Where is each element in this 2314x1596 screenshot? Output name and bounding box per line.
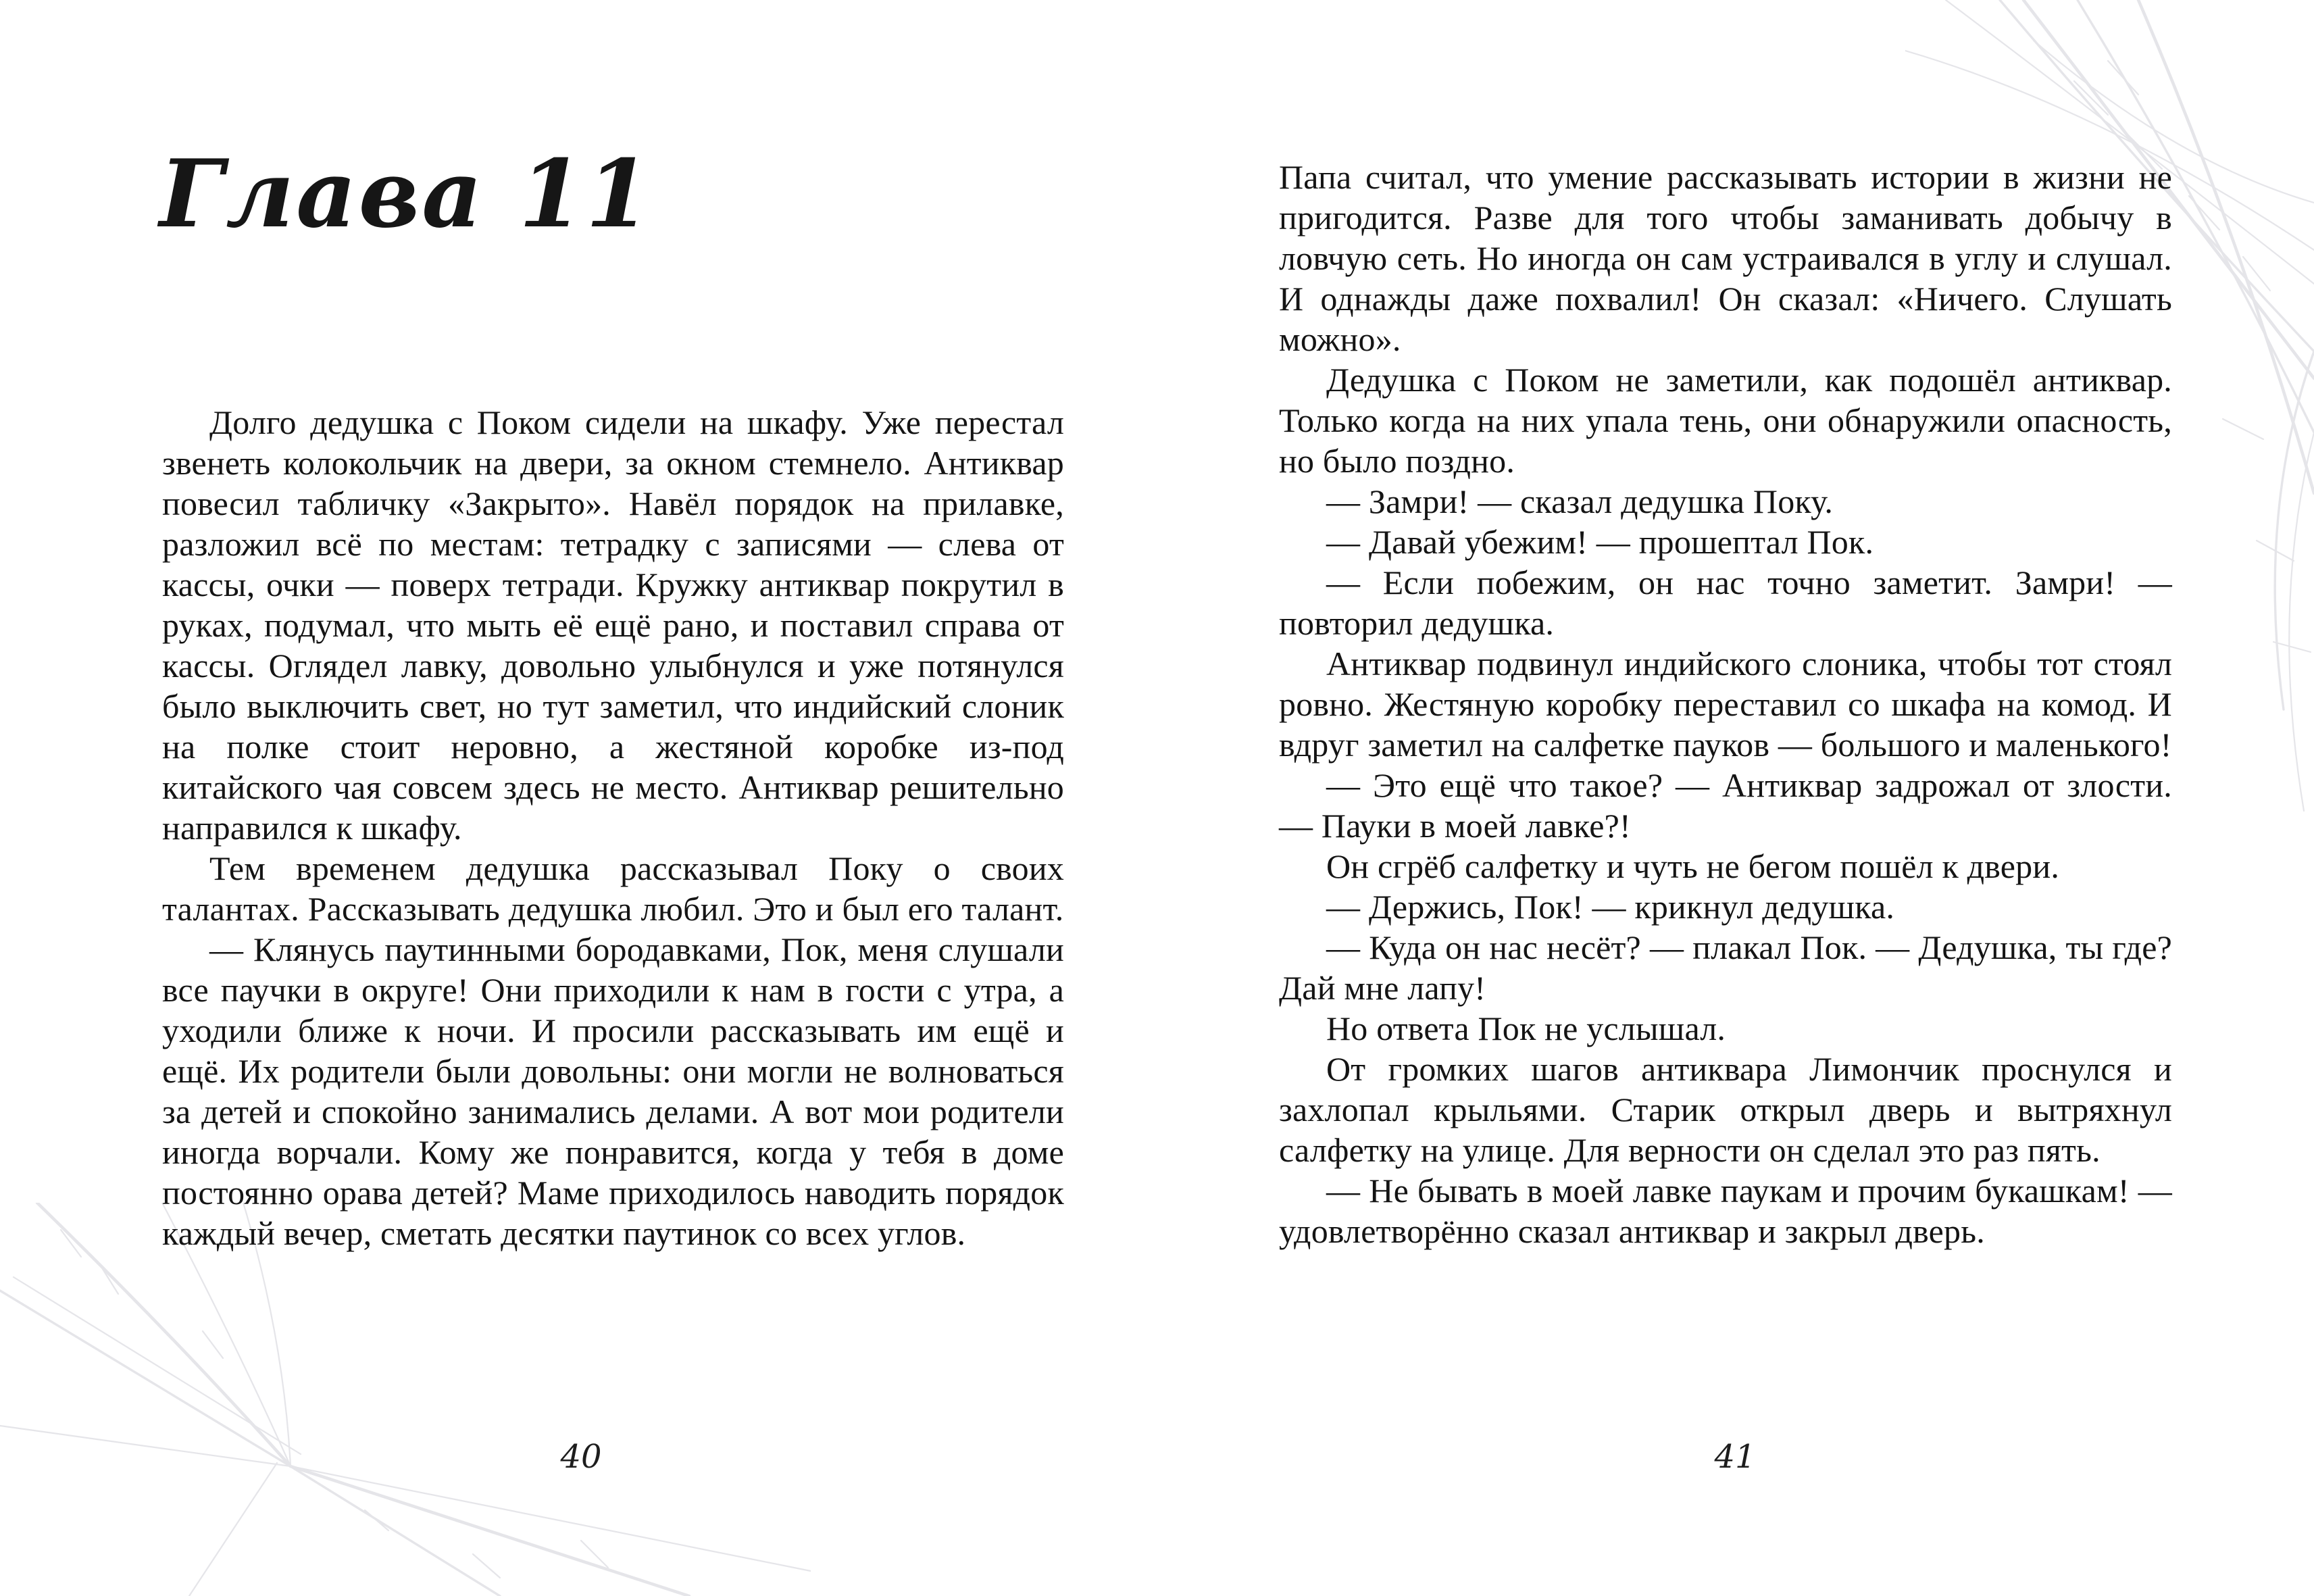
web-strands: [0, 1203, 811, 1596]
paragraph: Он сгрёб салфетку и чуть не бегом пошёл к двери.: [1326, 847, 2060, 885]
paragraph: Антиквар подвинул индийского слоника, чтобы тот стоял ровно. Жестяную коробку переставил со шкафа на комод. И вдруг заметил на салфетке пауков — большого и маленького!: [1279, 645, 2172, 764]
paragraph: — Если побежим, он нас точно заметит. Замри! — повторил дедушка.: [1279, 564, 2172, 642]
left-page-number: 40: [560, 1438, 602, 1476]
paragraph: Папа считал, что умение рассказывать истории в жизни не пригодится. Разве для того чтобы заманивать добычу в ловчую сеть. Но иногда он сам устраивался в углу и слушал. И однажды даже похвалил! Он сказал: «Ничего. Слушать можно».: [1279, 158, 2172, 358]
paragraph: — Давай убежим! — прошептал Пок.: [1326, 523, 1874, 561]
paragraph: — Куда он нас несёт? — плакал Пок. — Дедушка, ты где? Дай мне лапу!: [1279, 928, 2172, 1007]
paragraph: Тем временем дедушка рассказывал Поку о своих талантах. Рассказывать дедушка любил. Это и был его талант.: [162, 849, 1064, 928]
paragraph: — Не бывать в моей лавке паукам и прочим букашкам! — удовлетворённо сказал антиквар и закрыл дверь.: [1279, 1172, 2172, 1250]
paragraph: От громких шагов антиквара Лимончик проснулся и захлопал крыльями. Старик открыл дверь и вытряхнул салфетку на улице. Для верности он сделал это раз пять.: [1279, 1050, 2172, 1169]
left-page-text: [162, 402, 1064, 1253]
paragraph: — Замри! — сказал дедушка Поку.: [1326, 482, 1834, 520]
paragraph: Дедушка с Поком не заметили, как подошёл антиквар. Только когда на них упала тень, они обнаружили опасность, но было поздно.: [1279, 361, 2172, 480]
right-page-number: 41: [1714, 1438, 1756, 1476]
paragraph: — Клянусь паутинными бородавками, Пок, меня слушали все паучки в округе! Они приходили к нам в гости с утра, а уходили ближе к ночи. И просили рассказывать им ещё и ещё. Их родители были довольны: они могли не волноваться за детей и спокойно занимались делами. А вот мои родители иногда ворчали. Кому же понравится, когда у тебя в доме постоянно орава детей? Маме приходилось наводить порядок каждый вечер, сметать десятки паутинок со всех углов.: [162, 930, 1064, 1252]
paragraph: Долго дедушка с Поком сидели на шкафу. Уже перестал звенеть колокольчик на двери, за окном стемнело. Антиквар повесил табличку «Закрыто». Навёл порядок на прилавке, разложил всё по местам: тетрадку с записями — слева от кассы, очки — поверх тетради. Кружку антиквар покрутил в руках, подумал, что мыть её ещё рано, и поставил справа от кассы. Оглядел лавку, довольно улыбнулся и уже потянулся было выключить свет, но тут заметил, что индийский слоник на полке стоит неровно, а жестяной коробке из-под китайского чая совсем здесь не место. Антиквар решительно направился к шкафу.: [162, 403, 1064, 847]
paragraph: Но ответа Пок не услышал.: [1326, 1009, 1726, 1047]
paragraph: — Держись, Пок! — крикнул дедушка.: [1326, 888, 1895, 926]
spider-web-decoration-bottom-left: [0, 1203, 811, 1596]
paragraph: — Это ещё что такое? — Антиквар задрожал от злости. — Пауки в моей лавке?!: [1279, 766, 2172, 845]
right-page-text: [1279, 157, 2172, 1251]
chapter-heading: Глава 11: [159, 139, 653, 249]
